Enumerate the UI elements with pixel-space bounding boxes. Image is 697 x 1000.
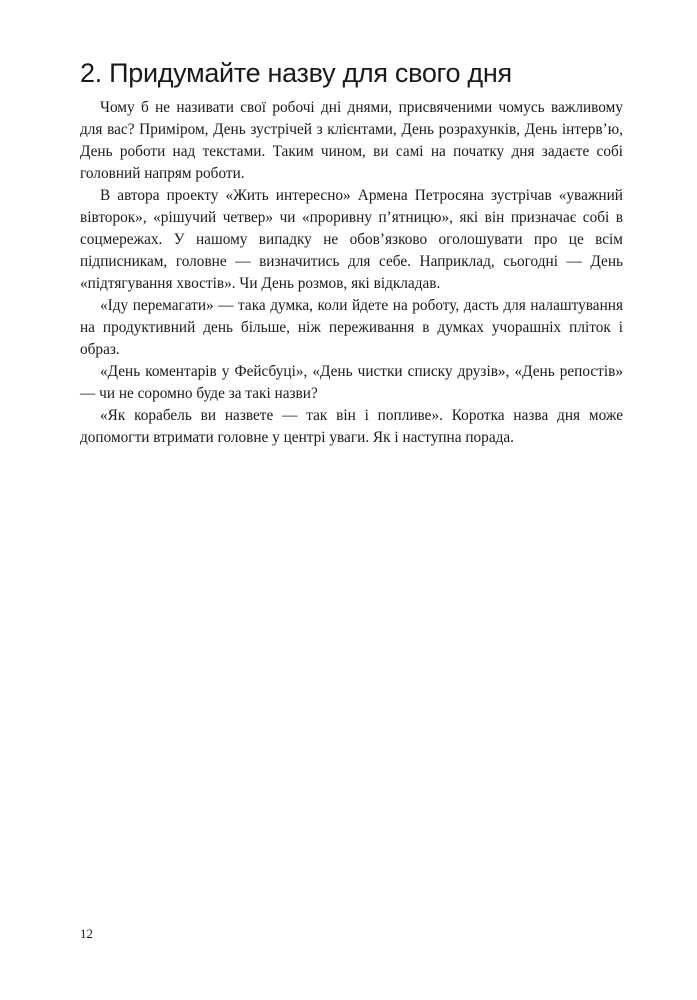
paragraph-4: «День коментарів у Фейсбуці», «День чистки списку друзів», «День репостів» — чи не соромно буде за такі назви? xyxy=(80,363,623,402)
page-number: 12 xyxy=(80,926,93,941)
paragraph-2: В автора проекту «Жить интересно» Армена Петросяна зустрічав «уважний вівторок», «рішучий четвер» чи «проривну п’ятницю», які він призначає собі в соцмережах. У нашому випадку не обов’язково оголошувати про це всім підписникам, головне — визначитись для себе. Наприклад, сьогодні — День «підтягування хвостів». Чи День розмов, які відкладав. xyxy=(80,187,623,292)
section-title: 2. Придумайте назву для свого дня xyxy=(80,58,512,88)
paragraph-1: Чому б не називати свої робочі дні днями, присвяченими чомусь важливому для вас? Приміром, День зустрічей з клієнтами, День розрахунків, День інтерв’ю, День роботи над текстами. Таким чином, ви самі на початку дня задаєте собі головний напрям роботи. xyxy=(80,99,623,182)
paragraph-3: «Іду перемагати» — така думка, коли йдете на роботу, дасть для налаштування на продуктивний день більше, ніж переживання в думках учорашніх пліток і образ. xyxy=(80,297,623,358)
paragraph-5: «Як корабель ви назвете — так він і попливе». Коротка назва дня може допомогти втримати головне у центрі уваги. Як і наступна порада. xyxy=(80,407,623,446)
body-text xyxy=(80,97,623,449)
